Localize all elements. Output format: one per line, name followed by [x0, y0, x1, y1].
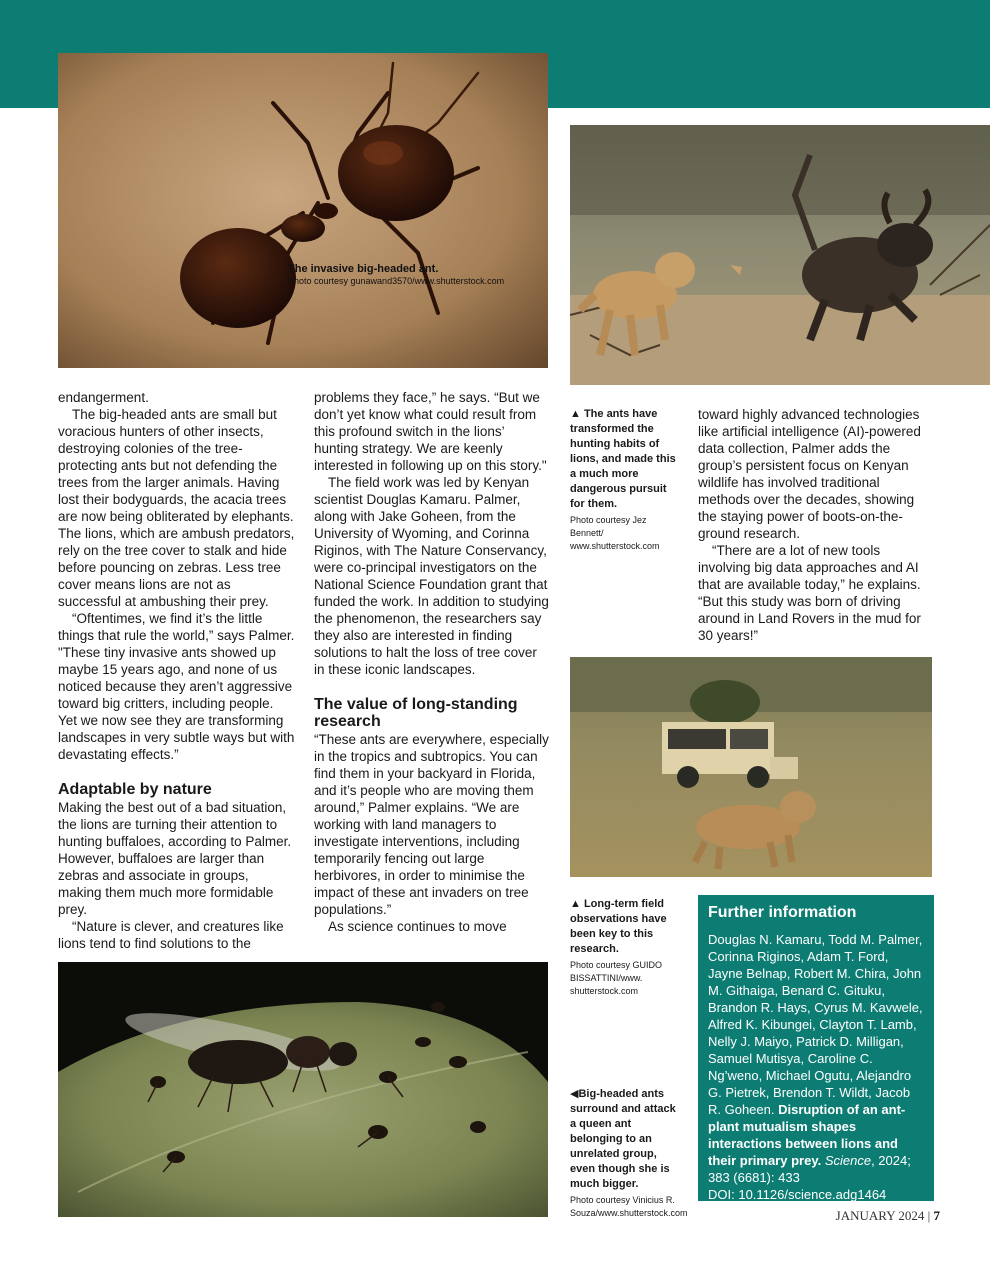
ants-queen-caption [570, 1087, 688, 1220]
section-heading-value: The value of long-standing research [314, 696, 518, 730]
col2-paragraph: The field work was led by Kenyan scientist Douglas Kamaru. Palmer, along with Jake Goheen, from the University of Wyoming, and Corinna Riginos, with The Nature Conservancy, were co-principal investigators on the National Science Foundation grant that funded the work. In addition to studying the phenomenon, the researchers say they also are interested in finding solutions to halt the loss of tree cover in these iconic landscapes. [314, 475, 549, 677]
ant-photo-credit: Photo courtesy gunawand3570/www.shutterstock.com [288, 276, 505, 286]
col2-paragraph: problems they face,” he says. “But we don’t yet know what could result from this profound switch in the lions’ hunting strategy. We are keenly interested in following up on this story." [314, 390, 547, 473]
article-column-1 [58, 389, 295, 952]
col2-paragraph: “These ants are everywhere, especially in the tropics and subtropics. You can find them in your backyard in Florida, and it’s people who are moving them around,” Palmer explains. “We are working with land managers to investigate interventions, including temporarily fencing out large herbivores, in order to minimise the impact of these ant invaders on tree populations.” [314, 732, 549, 917]
col1-paragraph: The big-headed ants are small but voracious hunters of other insects, destroying colonies of the tree-protecting ants but not defending the trees from the larger animals. Having lost their bodyguards, the acacia trees are now being obliterated by elephants. The lions, which are ambush predators, rely on the tree cover to stalk and hide before pouncing on zebras. Less tree cover means lions are not as successful at ambushing their prey. [58, 407, 295, 609]
field-car-credit: Photo courtesy GUIDO BISSATTINI/www. shutterstock.com [570, 960, 663, 996]
field-car-caption-text: Long-term field observations have been key to this research. [570, 898, 667, 955]
further-information-title: Further information [708, 904, 857, 921]
col1-paragraph: endangerment. [58, 390, 149, 405]
further-information-citation [708, 931, 924, 1203]
article-column-3 [698, 406, 930, 644]
col3-paragraph: toward highly advanced technologies like artificial intelligence (AI)-powered data collection, Palmer adds the group’s persistent focus on Kenyan wildlife has involved traditional methods over the decades, showing the staying power of boots-on-the-ground research. [698, 407, 921, 541]
up-arrow-icon: ▲ [570, 408, 581, 420]
col1-paragraph: Making the best out of a bad situation, the lions are turning their attention to hunting buffaloes, according to Palmer. However, buffaloes are larger than zebras and associate in groups, making them much more formidable prey. [58, 800, 292, 917]
footer-month: JANUARY 2024 [835, 1208, 925, 1223]
ants-queen-credit: Photo courtesy Vinicius R. Souza/www.shutterstock.com [570, 1195, 688, 1218]
ants-queen-caption-text: Big-headed ants surround and attack a queen ant belonging to an unrelated group, even though she is much bigger. [570, 1088, 676, 1190]
citation-authors: Douglas N. Kamaru, Todd M. Palmer, Corinna Riginos, Adam T. Ford, Jayne Belnap, Robert M. Chira, John M. Githaiga, Benard C. Gituku, Brandon R. Hays, Cyrus M. Kavwele, Alfred K. Kibungei, Clayton T. Lamb, Nelly J. Maiyo, Patrick D. Milligan, Samuel Mutisya, Caroline C. Ng’weno, Michael Ogutu, Alejandro G. Pietrek, Brendon T. Wildt, Jacob R. Goheen. [708, 932, 923, 1117]
ant-photo-title: The invasive big-headed ant. [288, 263, 439, 275]
ants-queen-photo [58, 962, 548, 1217]
section-heading-adaptable: Adaptable by nature [58, 781, 212, 798]
citation-paper-title: Disruption of an ant-plant mutualism shapes interactions between lions and their primary prey. [708, 1102, 906, 1168]
further-information-box [698, 895, 934, 1201]
page-number: 7 [933, 1208, 940, 1223]
col2-paragraph: As science continues to move [328, 919, 507, 934]
col1-paragraph: “Nature is clever, and creatures like lions tend to find solutions to the [58, 919, 284, 951]
citation-journal: Science [824, 1153, 872, 1168]
up-arrow-icon: ▲ [570, 898, 581, 910]
lion-buffalo-photo [570, 125, 990, 385]
col1-paragraph: “Oftentimes, we find it’s the little things that rule the world,” says Palmer. "These tiny invasive ants showed up maybe 15 years ago, and none of us noticed because they aren’t aggressive toward big critters, including people. Yet we now see they are transforming landscapes in very subtle ways but with devastating effects.” [58, 611, 295, 762]
ant-photo-caption [288, 263, 504, 286]
field-car-photo [570, 657, 932, 877]
lion-buffalo-caption-text: The ants have transformed the hunting habits of lions, and made this a much more dangerous pursuit for them. [570, 408, 676, 510]
ant-photo [58, 53, 548, 368]
lion-buffalo-credit: Photo courtesy Jez Bennett/ www.shutterstock.com [570, 515, 660, 551]
lion-buffalo-caption [570, 407, 682, 553]
field-car-caption [570, 897, 682, 998]
left-arrow-icon: ◀ [570, 1088, 579, 1100]
article-column-2 [314, 389, 550, 935]
page-footer [790, 1208, 940, 1224]
col3-paragraph: “There are a lot of new tools involving big data approaches and AI that are available today,” he explains. “But this study was born of driving around in Land Rovers in the mud for 30 years!” [698, 543, 921, 643]
footer-separator: | [927, 1208, 931, 1223]
citation-details: , 2024; 383 (6681): 433 [708, 1153, 911, 1185]
citation-doi: DOI: 10.1126/science.adg1464 [708, 1187, 887, 1202]
